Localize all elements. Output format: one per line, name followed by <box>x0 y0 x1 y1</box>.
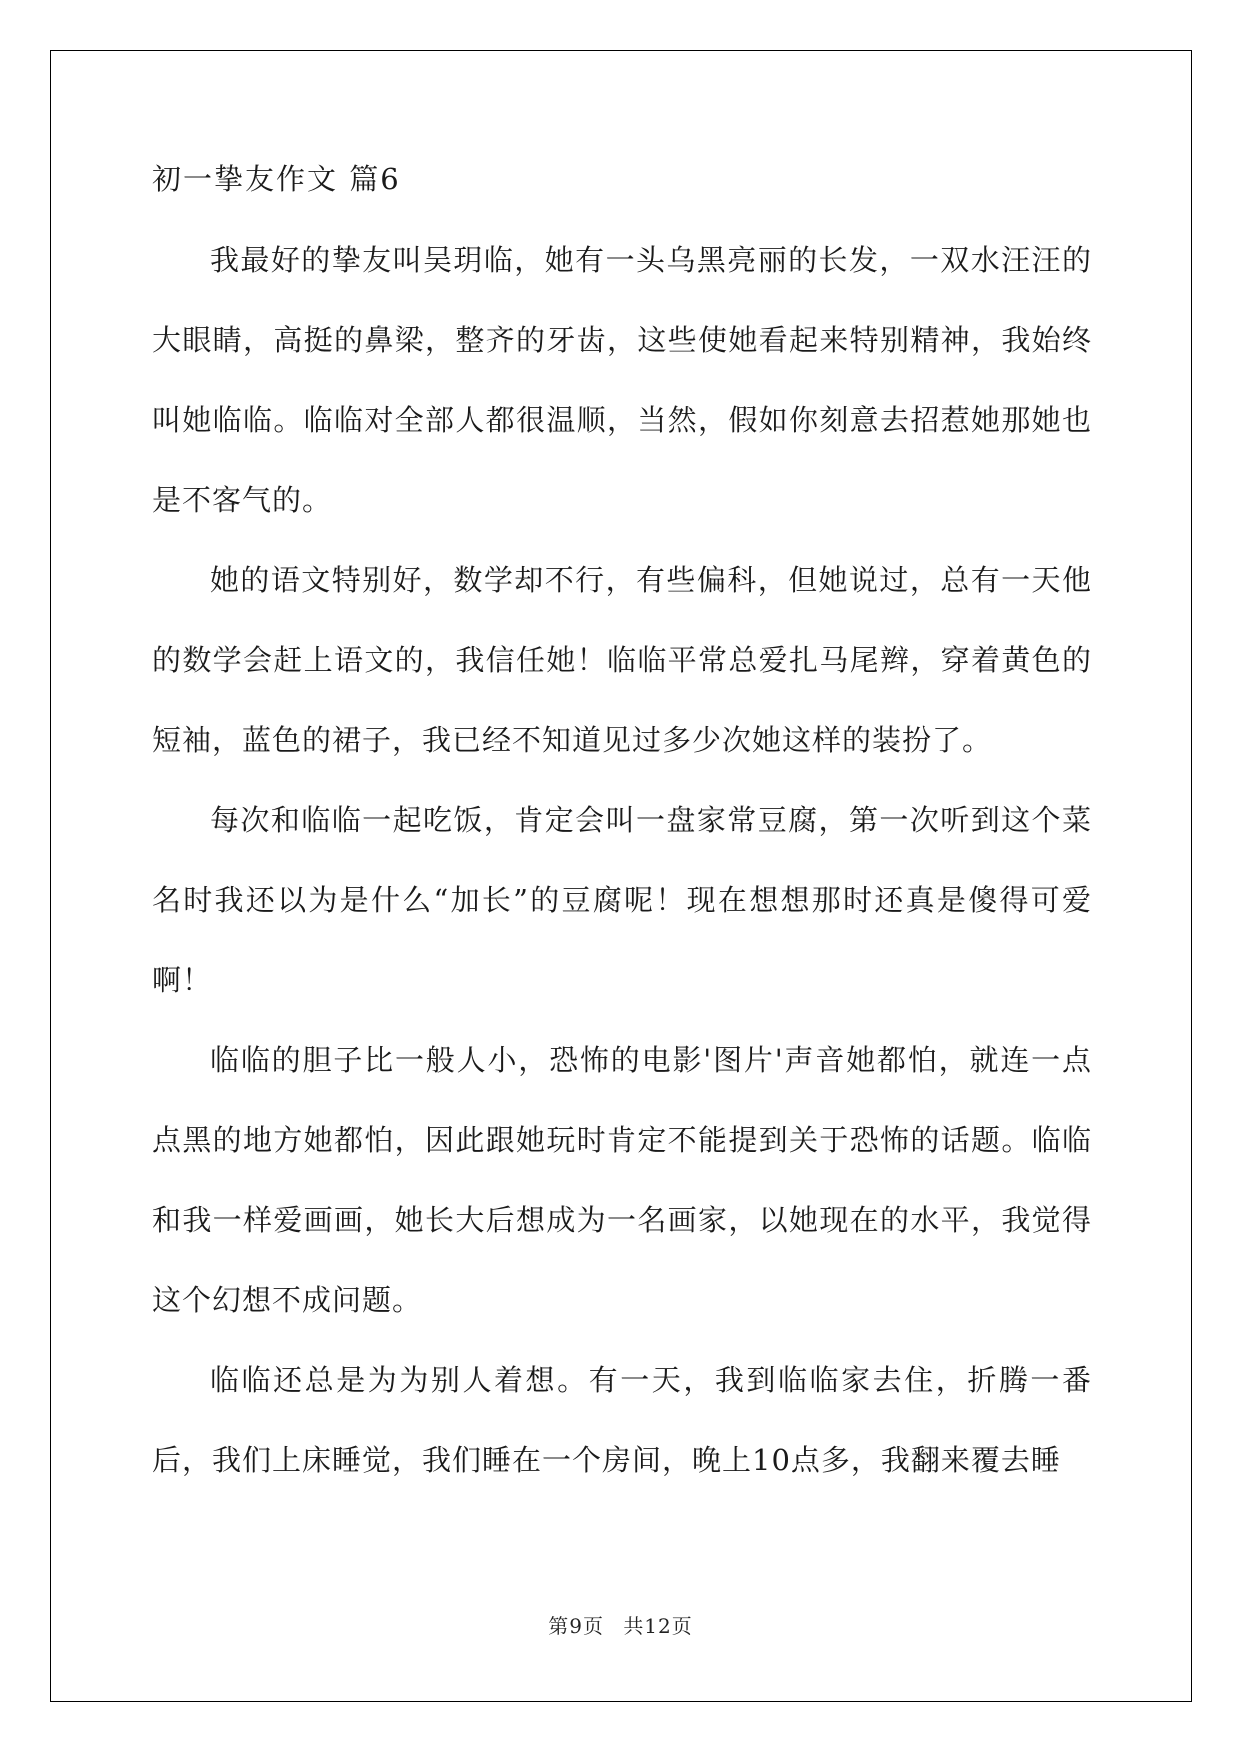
paragraph-5: 临临还总是为为别人着想。有一天，我到临临家去住，折腾一番后，我们上床睡觉，我们睡在一个房间，晚上10点多，我翻来覆去睡 <box>152 1363 1092 1477</box>
paragraph-3: 每次和临临一起吃饭，肯定会叫一盘家常豆腐，第一次听到这个菜名时我还以为是什么“加长”的豆腐呢！现在想想那时还真是傻得可爱啊！ <box>152 803 1092 997</box>
paragraph-1: 我最好的挚友叫吴玥临，她有一头乌黑亮丽的长发，一双水汪汪的大眼睛，高挺的鼻梁，整齐的牙齿，这些使她看起来特别精神，我始终叫她临临。临临对全部人都很温顺，当然，假如你刻意去招惹她那她也是不客气的。 <box>152 243 1092 517</box>
page-footer <box>0 1610 1241 1639</box>
document-body <box>152 160 1092 1500</box>
page-total: 共12页 <box>623 1614 693 1638</box>
paragraph-4: 临临的胆子比一般人小，恐怖的电影'图片'声音她都怕，就连一点点黑的地方她都怕，因此跟她玩时肯定不能提到关于恐怖的话题。临临和我一样爱画画，她长大后想成为一名画家，以她现在的水平，我觉得这个幻想不成问题。 <box>152 1043 1092 1317</box>
page-number: 第9页 <box>548 1614 604 1638</box>
document-title: 初一挚友作文 篇6 <box>152 162 401 196</box>
paragraph-2: 她的语文特别好，数学却不行，有些偏科，但她说过，总有一天他的数学会赶上语文的，我信任她！临临平常总爱扎马尾辫，穿着黄色的短袖，蓝色的裙子，我已经不知道见过多少次她这样的装扮了。 <box>152 563 1092 757</box>
